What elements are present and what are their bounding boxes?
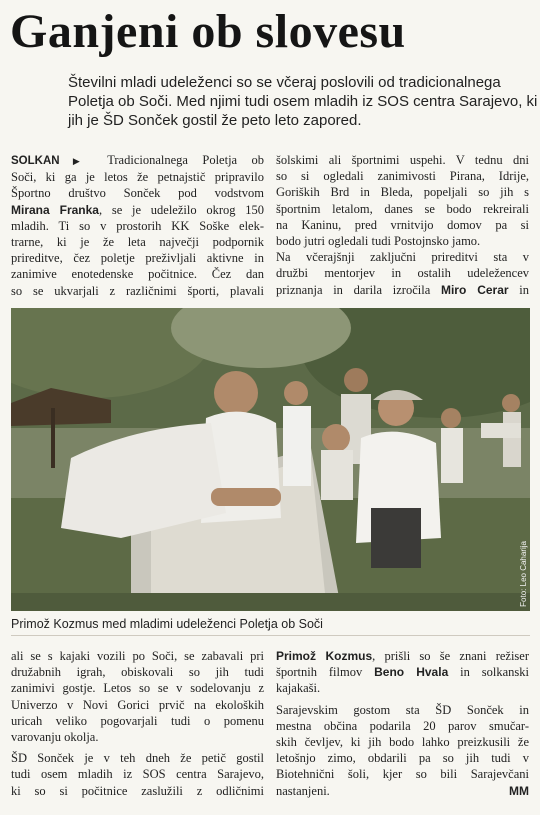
body-line: so se ukvarjali z različnimi športi, plavali — [11, 283, 264, 298]
body-text: , se je udeležilo okrog 150 — [98, 202, 264, 217]
lead-line: jih je ŠD Sonček gostil že peto leto zapored. — [68, 112, 362, 129]
person-name: Miro Cerar — [440, 282, 509, 297]
photo-caption: Primož Kozmus med mladimi udeleženci Poletja ob Soči — [11, 617, 323, 631]
body-line: na Kaninu, pred vrnitvijo domov pa si — [276, 217, 529, 232]
body-line: Na včerajšnji zaključni prireditvi sta v — [276, 250, 529, 265]
body-line — [276, 664, 529, 680]
body-line: uricah veliko pogovarjali tudi o pomenu — [11, 713, 264, 728]
lower-right-column — [276, 648, 529, 799]
lead-line: Poletja ob Soči. Med njimi tudi osem mladih iz SOS centra Sarajevo, ki — [68, 93, 538, 110]
body-text: nastanjeni. — [276, 783, 330, 798]
body-line: letošnjo zimo, obdarili pa so jih tudi v — [276, 751, 529, 766]
body-line: Sarajevskim gostom sta ŠD Sonček in — [276, 702, 529, 717]
body-line — [276, 648, 529, 664]
body-text: priznanja in darila izročila — [276, 282, 441, 297]
body-line: družabnih igrah, obiskovali so jih tudi — [11, 665, 264, 680]
body-line: mladih. Ti so v prostorih KK Soške elek- — [11, 218, 264, 233]
person-name: Mirana Franka — [11, 202, 99, 217]
body-line: ki so si počitnice zaslužili z odličnimi — [11, 783, 264, 798]
body-line: ali se s kajaki vozili po Soči, se zabavali pri — [11, 649, 264, 663]
upper-right-column — [276, 152, 529, 298]
body-line: prireditve, čez poletje preživljali aktivne in — [11, 251, 264, 266]
body-line: trarne, ki je že leta največji podpornik — [11, 235, 264, 250]
photo-illustration — [11, 308, 530, 611]
article-lead — [68, 73, 538, 130]
body-line: družbi mentorjev in ostalih udeležencev — [276, 266, 529, 281]
body-line — [276, 783, 529, 799]
body-line — [276, 282, 529, 298]
lead-line: Številni mladi udeleženci so se včeraj poslovili od tradicionalnega — [68, 74, 501, 91]
lower-left-column — [11, 648, 264, 799]
body-line: šolskimi ali športnimi uspehi. V tednu dni — [276, 153, 529, 167]
body-line: mestna občina podarila 20 parov smučar- — [276, 718, 529, 733]
body-line: ŠD Sonček je v teh dneh že petič gostil — [11, 751, 264, 766]
body-text: , prišli so še znani režiser — [372, 649, 529, 663]
article-photo — [11, 308, 530, 611]
body-line: zanimivi gostje. Letos so se v sodelovanju z — [11, 681, 264, 696]
body-text: Tradicionalnega Poletja ob — [107, 153, 264, 167]
body-line: Goriških Brd in Bleda, popeljali so jih s — [276, 185, 529, 200]
body-line: Univerzo v Novi Gorici prvič na ekoloških — [11, 697, 264, 712]
body-line: Soči, ki ga je letos že petnajstič pripravilo — [11, 170, 264, 185]
divider — [11, 635, 530, 636]
upper-left-column — [11, 152, 264, 299]
body-line: so si ogledali zanimivosti Pirana, Idrije, — [276, 169, 529, 184]
body-text: športnih filmov — [276, 665, 375, 680]
article-headline: Ganjeni ob slovesu — [10, 5, 406, 58]
body-line: zanimive enotedenske počitnice. Čez dan — [11, 267, 264, 282]
body-line: kajakaši. — [276, 681, 321, 696]
body-text: in — [508, 282, 529, 297]
body-line: Biotehnični šoli, kjer so bili Sarajevčani — [276, 767, 529, 782]
body-text: in solkanski — [448, 665, 529, 680]
dateline: SOLKAN — [11, 155, 60, 167]
body-line: varovanju okolja. — [11, 730, 99, 745]
body-line: športnim letalom, danes se bodo rekreirali — [276, 201, 529, 216]
person-name: Primož Kozmus — [276, 649, 373, 663]
body-line: skih čevljev, ki jih bodo lahko preizkusili že — [276, 735, 529, 750]
body-line — [11, 152, 264, 169]
body-line: tudi osem mladih iz SOS centra Sarajevo, — [11, 767, 264, 782]
dateline-arrow-icon: ▶ — [61, 156, 92, 166]
body-line — [11, 202, 264, 218]
body-line: Športno društvo Sonček pod vodstvom — [11, 186, 264, 201]
author-signature: MM — [509, 783, 529, 798]
body-line: bodo jutri ogledali tudi Postojnsko jamo. — [276, 234, 481, 249]
photo-credit: Foto: Leo Caharija — [519, 541, 528, 607]
person-name: Beno Hvala — [374, 665, 449, 680]
